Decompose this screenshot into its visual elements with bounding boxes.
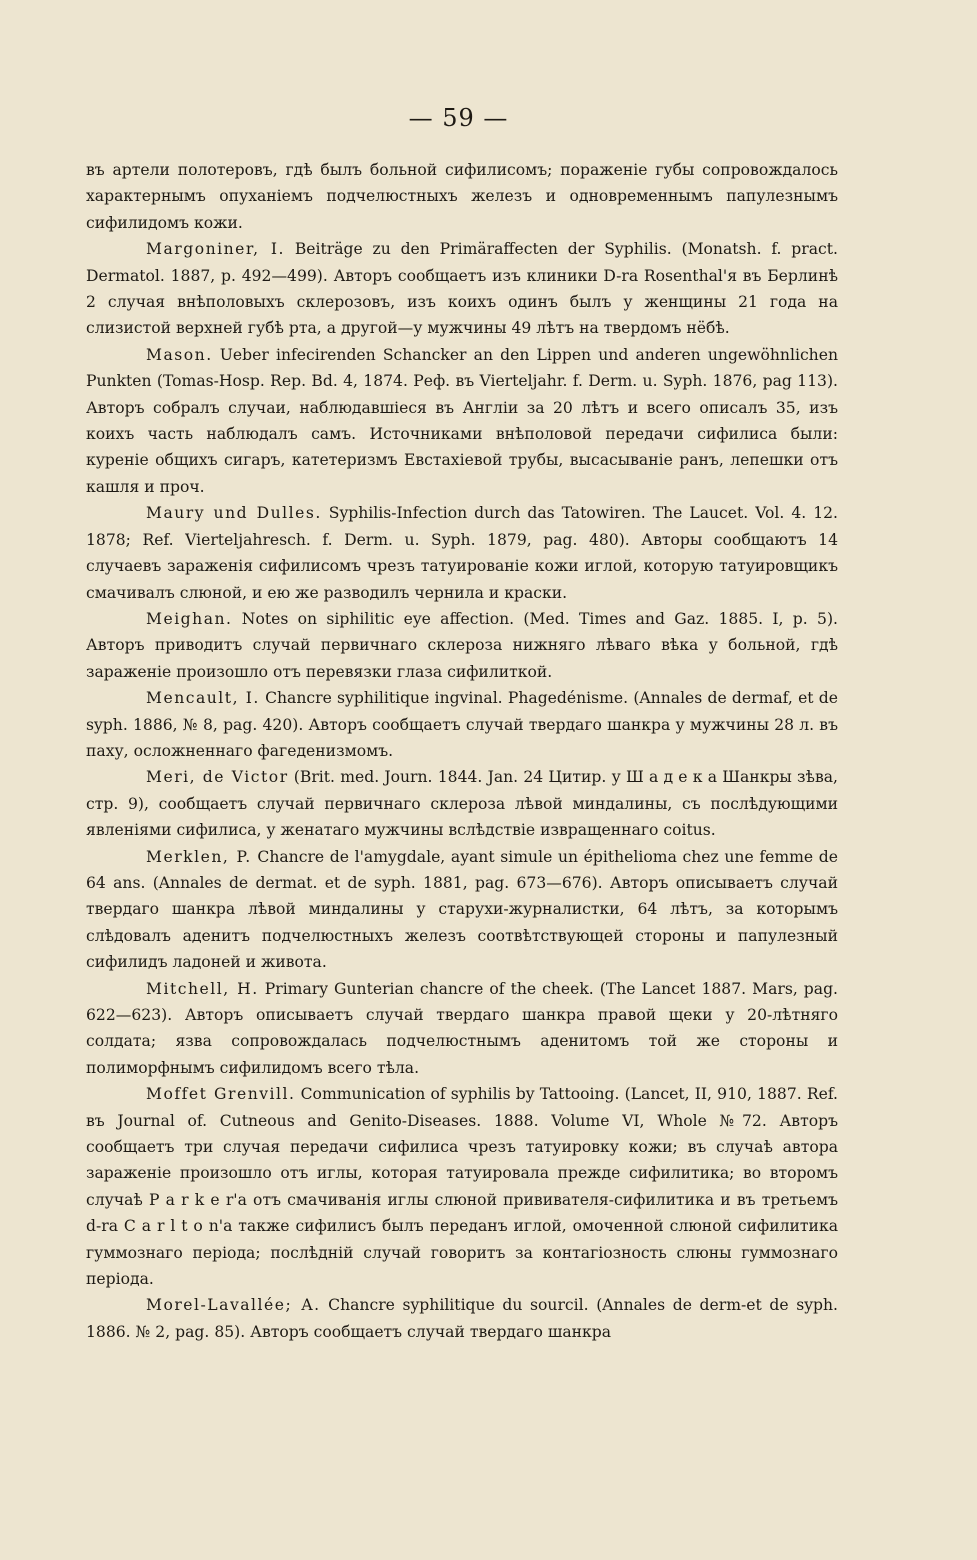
- entry-author: Maury und Dulles.: [146, 504, 322, 523]
- entry-text: Primary Gunterian chancre of the cheek. (The Lancet 1887. Mars, pag. 622—623). Авторъ описываетъ случай твердаго шанкра правой щеки у 20-лѣтняго солдата; язва сопровождалась подчелюстнымъ аденитомъ той же стороны и полиморфнымъ сифилидомъ всего тѣла.: [86, 979, 839, 1077]
- entry-text: (Brit. med. Journ. 1844. Jan. 24 Цитир. у Ш а д е к а Шанкры зѣва, стр. 9), сообщаетъ случай первичнаго склероза лѣвой миндалины, съ послѣдующими явленіями сифилиса, у женатаго мужчины вслѣдствіе извращеннаго coitus.: [86, 768, 838, 840]
- entry-author: Margoniner, I.: [146, 240, 286, 259]
- entry-author: Mason.: [146, 345, 213, 364]
- entry-text: Notes on siphilitic eye affection. (Med. Times and Gaz. 1885. I, p. 5). Авторъ приводитъ случай первичнаго склероза нижняго лѣваго вѣка у больной, гдѣ зараженіе произошло отъ перевязки глаза сифилиткой.: [86, 609, 838, 681]
- entry-text: Beiträge zu den Primäraffecten der Syphilis. (Monatsh. f. pract. Dermatol. 1887, p. 492—499). Авторъ сообщаетъ изъ клиники D-ra Rosenthal'я въ Берлинѣ 2 случая внѣполовыхъ склерозовъ, изъ коихъ одинъ былъ у женщины 21 года на слизистой верхней губѣ рта, а другой—у мужчины 49 лѣтъ на твердомъ нёбѣ.: [86, 240, 838, 338]
- bibliography-entry-mencault: [86, 685, 838, 764]
- bibliography-entry-meighan: [86, 606, 838, 685]
- bibliography-entry-margoniner: [86, 236, 838, 342]
- entry-text: Chancre syphilitique du sourcil. (Annales de derm-et de syph. 1886. № 2, pag. 85). Авторъ сообщаетъ случай твердаго шанкра: [86, 1296, 838, 1341]
- entry-author: Morel-Lavallée; A.: [146, 1296, 321, 1315]
- entry-author: Merklen, P.: [146, 847, 252, 866]
- bibliography-entry-morel-lavallee: [86, 1292, 838, 1345]
- entry-text: Communication of syphilis by Tattooing. (Lancet, II, 910, 1887. Ref. въ Journal of. Cutneous and Genito-Diseases. 1888. Volume VI, Whole №72. Авторъ сообщаетъ три случая передачи сифилиса чрезъ татуировку кожи; въ случаѣ автора зараженіе произошло отъ иглы, которая татуировала прежде сифилитика; во второмъ случаѣ P a r k e r'а отъ смачиванія иглы слюной прививателя-сифилитика и въ третьемъ d-ra C a r l t o n'а также сифилисъ былъ переданъ иглой, омоченной слюной сифилитика гуммознаго періода; послѣдній случай говоритъ за контагіозность слюны гуммознаго періода.: [86, 1085, 838, 1289]
- entry-author: Meri, de Victor: [146, 768, 289, 787]
- bibliography-entry-mason: [86, 342, 838, 500]
- bibliography-entry-maury: [86, 500, 838, 606]
- entry-text: въ артели полотеровъ, гдѣ былъ больной сифилисомъ; пораженіе губы сопровождалось характернымъ опуханіемъ подчелюстныхъ железъ и одновременнымъ папулезнымъ сифилидомъ кожи.: [86, 161, 838, 232]
- bibliography-entry-moffet: [86, 1081, 838, 1292]
- body-text: [86, 157, 838, 1345]
- bibliography-entry-mitchell: [86, 976, 838, 1082]
- entry-author: Mencault, I.: [146, 689, 260, 708]
- entry-text: Syphilis-Infection durch das Tatowiren. The Laucet. Vol. 4. 12. 1878; Ref. Vierteljahresch. f. Derm. u. Syph. 1879, pag. 480). Авторы сообщаютъ 14 случаевъ зараженія сифилисомъ чрезъ татуированіе кожи иглой, которую татуировщикъ смачивалъ слюной, и ею же разводилъ чернила и краски.: [86, 504, 838, 602]
- entry-author: Moffet Grenvill.: [146, 1085, 296, 1104]
- entry-text: Ueber infecirenden Schancker an den Lippen und anderen ungewöhnlichen Punkten (Tomas-Hosp. Rep. Bd. 4, 1874. Реф. въ Vierteljahr. f. Derm. u. Syph. 1876, pag 113). Авторъ собралъ случаи, наблюдавшіеся въ Англіи за 20 лѣтъ и всего описалъ 35, изъ коихъ часть наблюдалъ самъ. Источниками внѣполовой передачи сифилиса были: куреніе общихъ сигаръ, катетеризмъ Евстахіевой трубы, высасываніе ранъ, лепешки отъ кашля и проч.: [86, 345, 838, 496]
- bibliography-entry-merklen: [86, 844, 838, 976]
- page-number: — 59 —: [408, 104, 509, 132]
- entry-author: Mitchell, H.: [146, 979, 259, 998]
- entry-text: Chancre syphilitique ingvinal. Phagedénisme. (Annales de dermaf, et de syph. 1886, № 8, pag. 420). Авторъ сообщаетъ случай твердаго шанкра у мужчины 28 л. въ паху, осложненнаго фагеденизмомъ.: [86, 689, 838, 760]
- paragraph-continuation: [86, 157, 838, 236]
- bibliography-entry-meri: [86, 764, 838, 843]
- entry-author: Meighan.: [146, 609, 233, 628]
- entry-text: Chancre de l'amygdale, ayant simule un épithelioma chez une femme de 64 ans. (Annales de dermat. et de syph. 1881, pag. 673—676). Авторъ описываетъ случай твердаго шанкра лѣвой миндалины у старухи-журналистки, 64 лѣтъ, за которымъ слѣдовалъ аденитъ подчелюстныхъ железъ соотвѣтствующей стороны и папулезный сифилидъ ладоней и живота.: [86, 847, 838, 972]
